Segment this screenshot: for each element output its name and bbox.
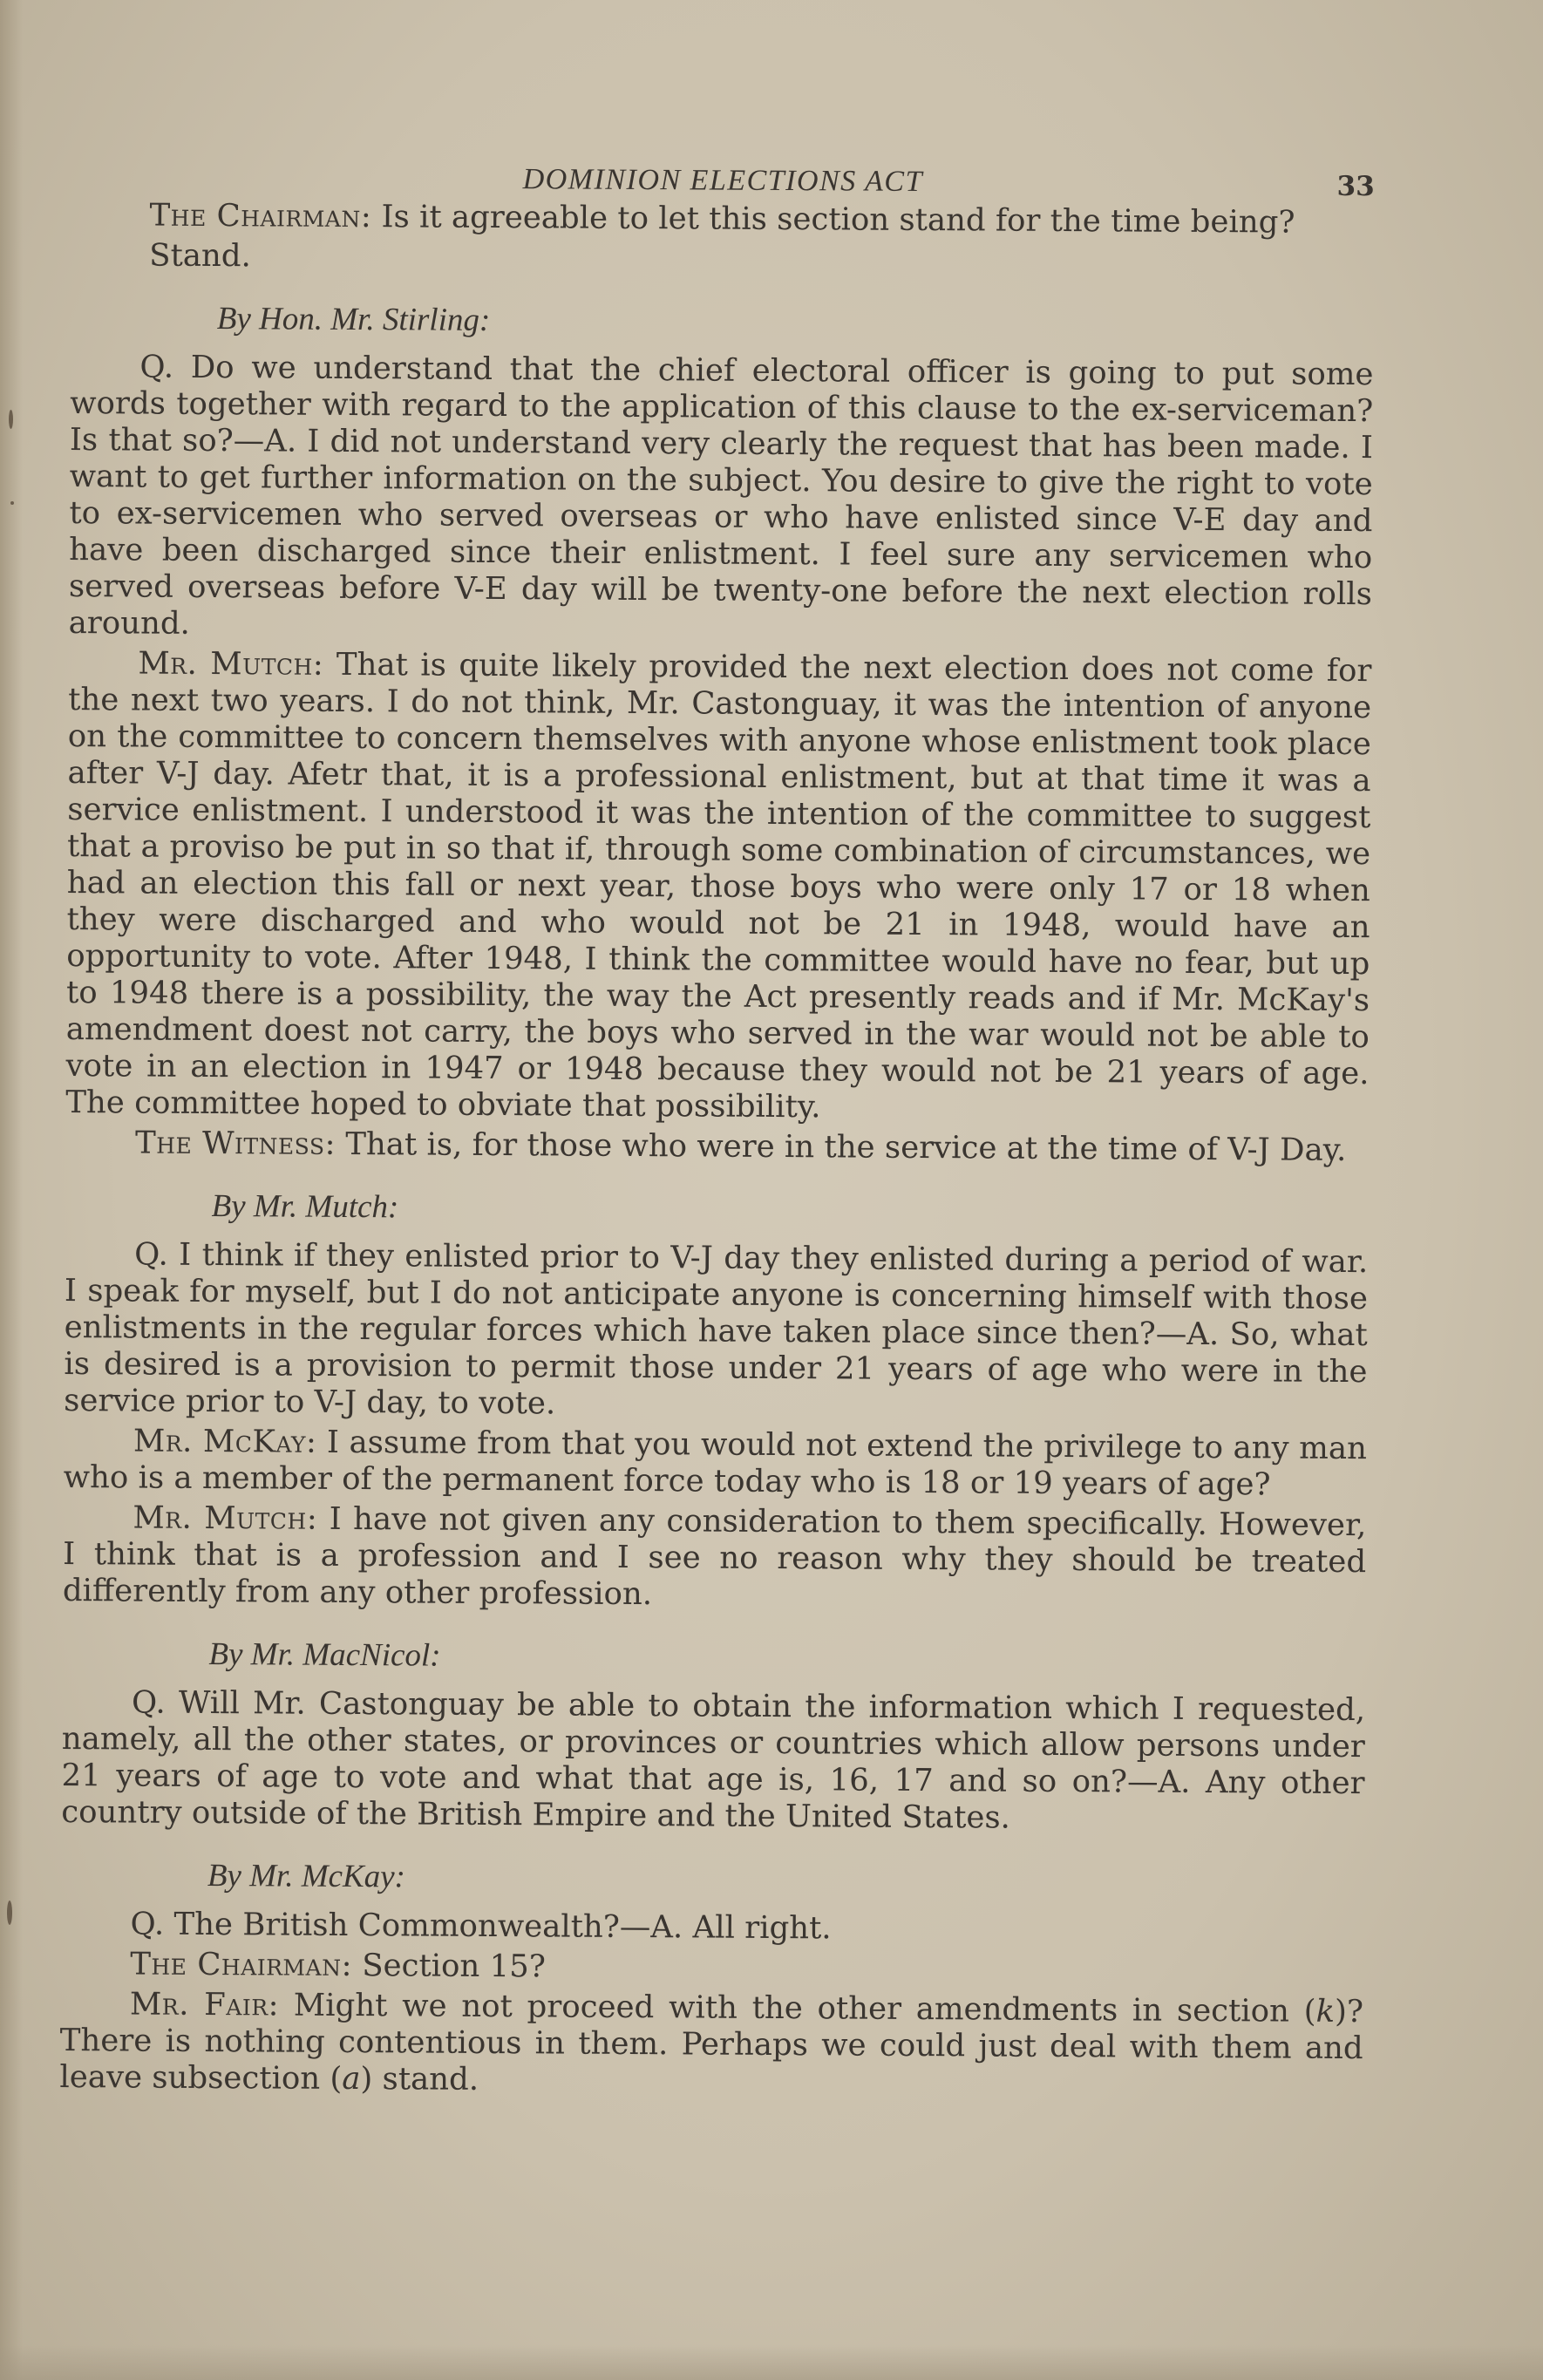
speaker-label: The Chairman: [130, 1946, 353, 1984]
text-block [59, 148, 1375, 2107]
page-number: 33 [1336, 170, 1375, 203]
speaker-label: Mr. Mutch: [133, 1499, 318, 1537]
paragraph-text: Section 15? [351, 1948, 546, 1985]
paragraph [65, 1125, 1369, 1169]
ink-speck [9, 410, 13, 429]
paragraph-text: I assume from that you would not extend the privilege to any man who is a member of the permanent force today who is 18 or 19 years of age? [63, 1424, 1368, 1503]
page-bottom-shadow [0, 2345, 1543, 2380]
page-header [71, 148, 1375, 205]
subsection-letter: a [342, 2060, 361, 2098]
paragraph-text: Q. I think if they enlisted prior to V-J day they enlisted during a period of war. I speak for myself, but I do not anticipate anyone is concerning himself with those enlistments in the regular forces which have taken place since then?—A. So, what is desired is a provision to permit those under 21 years of age who were in the service prior to V-J day, to vote. [64, 1236, 1369, 1422]
running-head: DOMINION ELECTIONS ACT [522, 163, 924, 198]
examiner-heading: By Hon. Mr. Stirling: [216, 301, 491, 338]
paragraph-text: Q. Will Mr. Castonguay be able to obtain the information which I requested, namely, all the other states, or provinces or countries which allow persons under 21 years of age to vote and what that age is, 16, 17 and so on?—A. Any other country outside of the British Empire and the United States. [61, 1684, 1366, 1836]
paragraph [59, 1986, 1363, 2104]
examiner-heading: By Mr. Mutch: [211, 1188, 399, 1226]
paragraph [64, 1423, 1367, 1504]
paragraph [60, 1946, 1363, 1990]
paragraph-text: Q. Do we understand that the chief electoral officer is going to put some words together with regard to the application of this clause to the ex-serviceman? Is that so?—A. I did not understand very clearly the request that has been made. I want to get further information on the subject. You desire to give the right to vote to ex-servicemen who served overseas or who have enlisted since V-E day and have been discharged since their enlistment. I feel sure any servicemen who served overseas before V-E day will be twenty-one before the next election rolls around. [68, 349, 1374, 642]
speaker-label: Mr. Mutch: [138, 645, 324, 683]
paragraph-text: Might we not proceed with the other amendments in section ( [278, 1987, 1316, 2030]
examiner-heading: By Mr. McKay: [207, 1857, 406, 1895]
speaker-label: The Chairman: [149, 197, 372, 235]
speaker-label: Mr. Fair: [129, 1986, 280, 2023]
paragraph [71, 237, 1374, 282]
paragraph-text: Stand. [149, 237, 251, 275]
paragraph-text: Q. The British Commonwealth?—A. All right. [130, 1906, 832, 1947]
speaker-label: The Witness: [134, 1125, 336, 1162]
paragraph-text: Is it agreeable to let this section stand for the time being? [371, 199, 1295, 241]
paragraph-text: That is, for those who were in the service at the time of V-J Day. [335, 1125, 1347, 1168]
paragraph [63, 1499, 1367, 1617]
speaker-label: Mr. McKay: [133, 1423, 317, 1460]
paragraph-text: That is quite likely provided the next election does not come for the next two years. I do not think, Mr. Castonguay, it was the intention of anyone on the committee to concern themselves with anyone whose enlistment took place after V-J day. Afetr that, it is a professional enlistment, but at that time it was a service enlistment. I understood it was the intention of the committee to suggest that a proviso be put in so that if, through some combination of circumstances, we had an election this fall or next year, those boys who were only 17 or 18 when they were discharged and who would not be 21 in 1948, would have an opportunity to vote. After 1948, I think the committee would have no fear, but up to 1948 there is a possibility, the way the Act presently reads and if Mr. McKay's amendment doest not carry, the boys who served in the war would not be able to vote in an election in 1947 or 1948 because they would not be 21 years of age. The committee hoped to obviate that possibility. [65, 646, 1372, 1125]
paragraph [60, 1906, 1363, 1950]
paragraph-text: I have not given any consideration to them specifically. However, I think that is a profession and I see no reason why they should be treated differently from any other profession. [62, 1500, 1367, 1613]
page-edge-shadow [0, 0, 23, 2380]
paragraph [64, 1236, 1368, 1427]
subsection-letter: k [1315, 1993, 1336, 2030]
ink-speck [10, 501, 14, 505]
paragraph [65, 645, 1371, 1129]
paragraph-text: )? There is nothing contentious in them. Perhaps we could just deal with them and leave subsection ( [59, 1993, 1364, 2097]
paragraph [69, 349, 1374, 649]
paragraph [61, 1684, 1365, 1839]
paragraph-text: ) stand. [360, 2061, 479, 2098]
examiner-heading: By Mr. MacNicol: [208, 1635, 441, 1674]
ink-speck [7, 1901, 12, 1925]
